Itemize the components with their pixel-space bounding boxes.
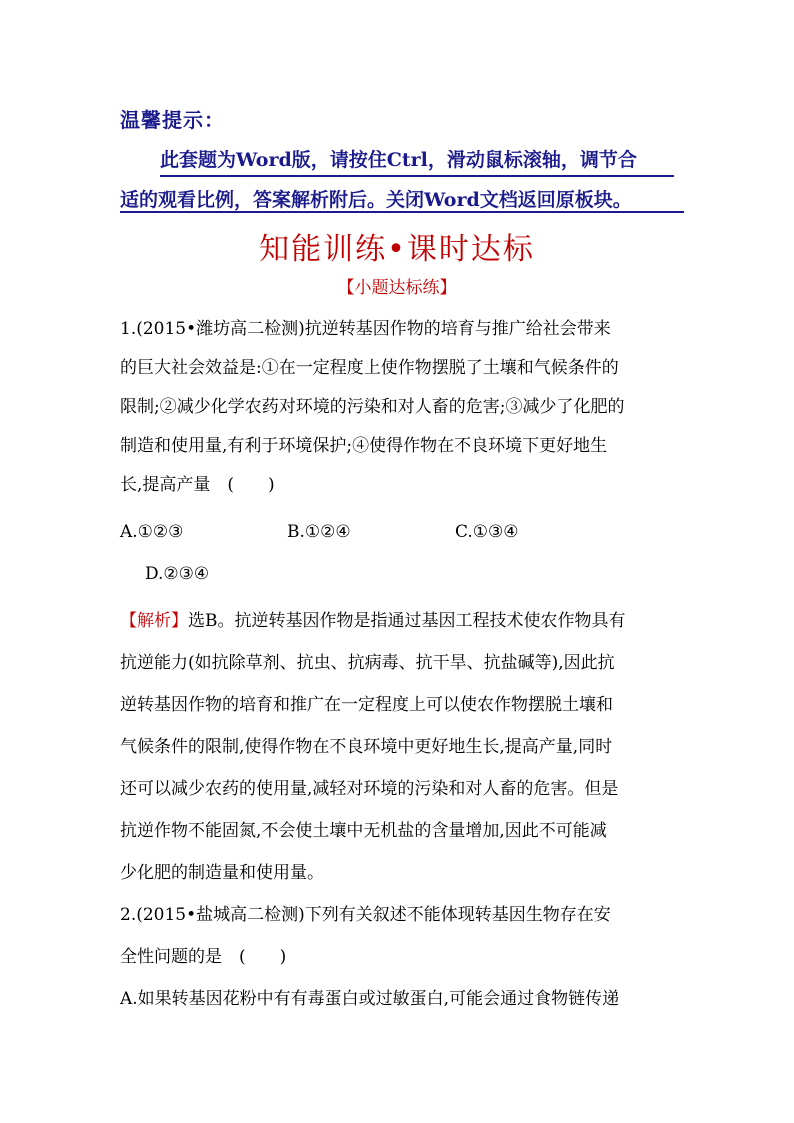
analysis-line: 抗逆作物不能固氮,不会使土壤中无机盐的含量增加,因此不可能减	[120, 821, 607, 841]
q1-option-c: C.①③④	[455, 522, 519, 542]
tip-underline	[160, 175, 674, 177]
analysis-line	[120, 606, 626, 631]
tip-line-2: 适的观看比例，答案解析附后。关闭Word文档返回原板块。	[120, 189, 632, 211]
q2-line: A.如果转基因花粉中有有毒蛋白或过敏蛋白,可能会通过食物链传递	[120, 989, 620, 1009]
q1-line: 的巨大社会效益是:①在一定程度上使作物摆脱了土壤和气候条件的	[120, 358, 619, 378]
q1-line: 1.(2015•潍坊高二检测)抗逆转基因作物的培育与推广给社会带来	[120, 319, 611, 339]
analysis-text: 选B。抗逆转基因作物是指通过基因工程技术使农作物具有	[188, 611, 626, 631]
tip-title: 温馨提示：	[120, 108, 225, 132]
analysis-line: 少化肥的制造量和使用量。	[120, 863, 324, 883]
q1-line: 长,提高产量 ( )	[120, 475, 275, 495]
tip-underline	[120, 211, 684, 213]
analysis-label: 【解析】	[120, 611, 188, 631]
q2-line: 全性问题的是 ( )	[120, 947, 287, 967]
page-title: 知能训练•课时达标	[259, 232, 535, 267]
analysis-line: 抗逆能力(如抗除草剂、抗虫、抗病毒、抗干旱、抗盐碱等),因此抗	[120, 653, 615, 673]
q2-line: 2.(2015•盐城高二检测)下列有关叙述不能体现转基因生物存在安	[120, 905, 611, 925]
analysis-line: 气候条件的限制,使得作物在不良环境中更好地生长,提高产量,同时	[120, 737, 613, 757]
q1-option-d: D.②③④	[145, 564, 210, 584]
q1-line: 制造和使用量,有利于环境保护;④使得作物在不良环境下更好地生	[120, 436, 608, 456]
q1-option-b: B.①②④	[287, 522, 351, 542]
analysis-line: 还可以减少农药的使用量,减轻对环境的污染和对人畜的危害。但是	[120, 779, 619, 799]
q1-option-a: A.①②③	[120, 522, 184, 542]
q1-line: 限制;②减少化学农药对环境的污染和对人畜的危害;③减少了化肥的	[120, 397, 625, 417]
analysis-line: 逆转基因作物的培育和推广在一定程度上可以使农作物摆脱土壤和	[120, 695, 613, 715]
section-subtitle: 【小题达标练】	[337, 278, 457, 298]
tip-line-1: 此套题为Word版，请按住Ctrl，滑动鼠标滚轴，调节合	[160, 149, 637, 171]
